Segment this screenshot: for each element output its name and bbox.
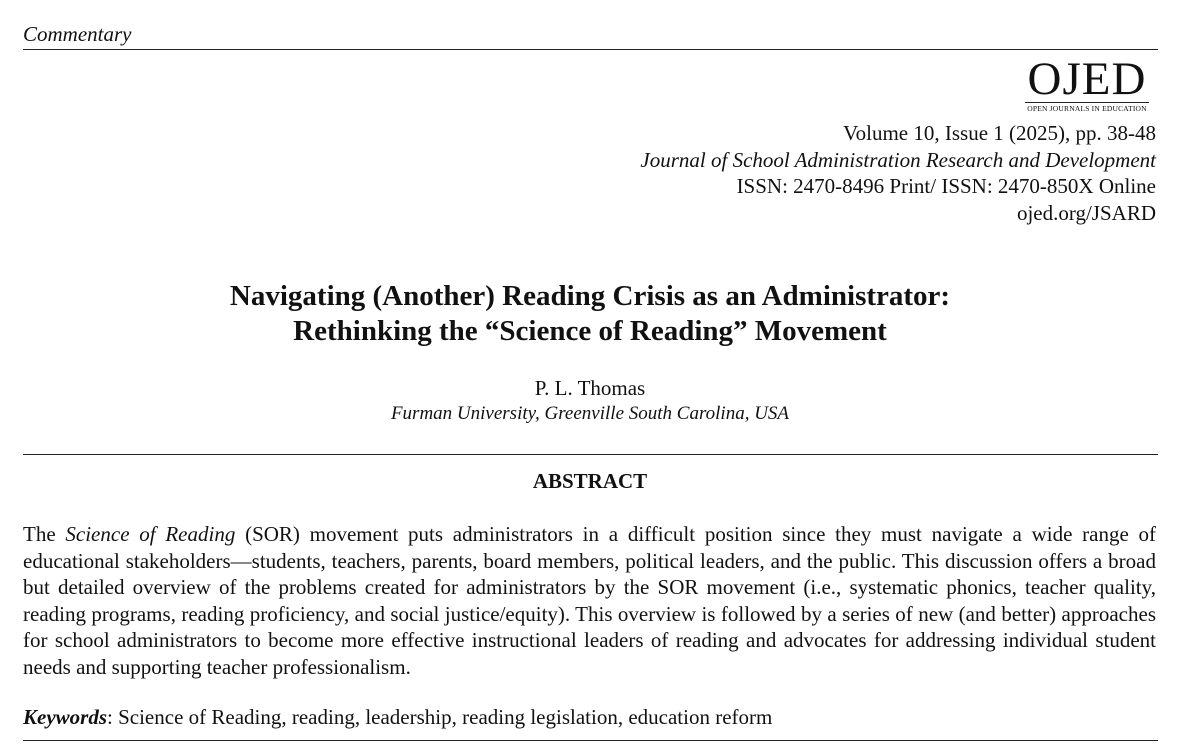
abstract-lead: The xyxy=(23,522,66,546)
abstract-heading: ABSTRACT xyxy=(532,469,648,493)
section-label: Commentary xyxy=(23,22,132,46)
keywords-separator: : xyxy=(107,705,119,729)
journal-info xyxy=(640,120,1156,226)
abstract-text xyxy=(23,521,1156,681)
article-title xyxy=(0,279,1180,349)
top-rule xyxy=(23,49,1158,50)
keywords-label: Keywords xyxy=(23,705,107,729)
journal-logo xyxy=(1023,53,1151,113)
logo-wordmark: OJED xyxy=(1027,53,1147,105)
author-name: P. L. Thomas xyxy=(534,376,646,400)
keywords-list: Science of Reading, reading, leadership, reading legislation, education reform xyxy=(118,705,773,729)
issn-line: ISSN: 2470-8496 Print/ ISSN: 2470-850X Online xyxy=(736,174,1156,198)
abstract-top-rule xyxy=(23,454,1158,455)
volume-line: Volume 10, Issue 1 (2025), pp. 38-48 xyxy=(843,121,1156,145)
logo-subtitle: OPEN JOURNALS IN EDUCATION xyxy=(1027,104,1147,113)
author-affiliation: Furman University, Greenville South Carolina, USA xyxy=(390,403,790,424)
title-line-1: Navigating (Another) Reading Crisis as an Administrator: xyxy=(229,280,951,312)
title-line-2: Rethinking the “Science of Reading” Movement xyxy=(293,315,887,347)
keywords-line xyxy=(23,704,772,730)
bottom-rule xyxy=(23,740,1158,741)
abstract-body: (SOR) movement puts administrators in a difficult position since they must navigate a wide range of educational stakeholders—students, teachers, parents, board members, political leaders, and the public. This discussion offers a broad but detailed overview of the problems created for administrators by the SOR movement (i.e., systematic phonics, teacher quality, reading programs, reading proficiency, and social justice/equity). This overview is followed by a series of new (and better) approaches for school administrators to become more effective instructional leaders of reading and advocates for addressing individual student needs and supporting teacher professionalism. xyxy=(23,522,1157,679)
abstract-italic-term: Science of Reading xyxy=(65,522,236,546)
journal-website-link[interactable]: ojed.org/JSARD xyxy=(1016,200,1156,225)
journal-name: Journal of School Administration Research and Development xyxy=(640,147,1156,172)
